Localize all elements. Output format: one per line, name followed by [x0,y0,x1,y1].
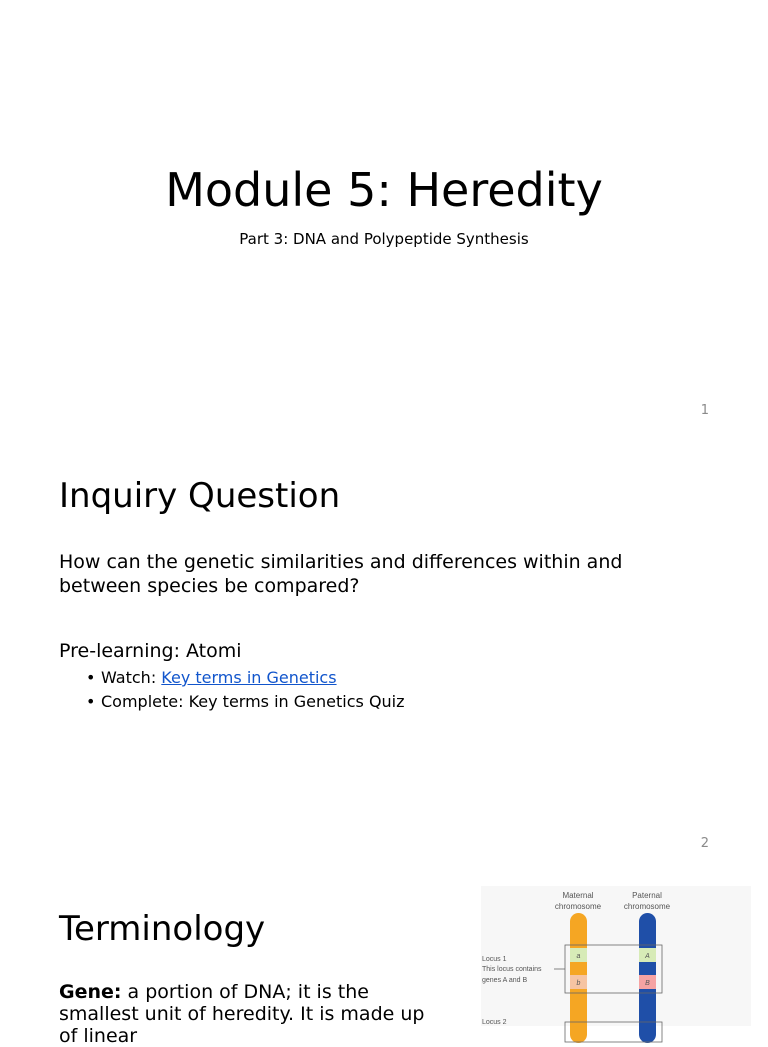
allele-a-label: a [576,953,581,960]
prelearning-list [86,666,405,714]
allele-b-label: b [576,980,581,987]
bullet-prefix: Watch: [101,668,162,687]
locus2-label: Locus 2 [482,1019,507,1026]
slide-heading: Inquiry Question [59,476,341,516]
key-terms-link[interactable]: Key terms in Genetics [161,668,337,687]
slide-2 [0,433,768,866]
bullet-text: Complete: Key terms in Genetics Quiz [101,692,405,711]
allele-A-label: A [645,953,650,960]
chromosome-figure [481,886,751,1026]
slide-1 [0,0,768,433]
slide-title: Module 5: Heredity [165,163,603,217]
inquiry-question: How can the genetic similarities and differences within and between species be compared? [59,551,623,597]
chromosome-diagram [481,886,751,1026]
slide-subtitle: Part 3: DNA and Polypeptide Synthesis [239,230,529,248]
prelearning-heading: Pre-learning: Atomi [59,640,242,662]
slide-3 [0,866,768,1047]
paternal-label-line2: chromosome [623,902,671,911]
paternal-label-line1: Paternal [632,891,662,900]
page-number: 2 [700,836,709,851]
slide-heading: Terminology [59,909,266,949]
gene-definition [59,981,439,1047]
locus1-label: Locus 1 [482,956,507,963]
maternal-label-line1: Maternal [562,891,594,900]
gene-definition-text: a portion of DNA; it is the smallest unit of heredity. It is made up of linear [59,981,425,1047]
gene-term: Gene: [59,981,122,1003]
list-item [86,690,405,714]
list-item [86,666,405,690]
locus1-desc-line2: genes A and B [482,977,528,984]
maternal-label-line2: chromosome [554,902,602,911]
locus1-desc-line1: This locus contains [482,966,542,973]
page-number: 1 [700,403,709,418]
allele-B-label: B [645,980,650,987]
